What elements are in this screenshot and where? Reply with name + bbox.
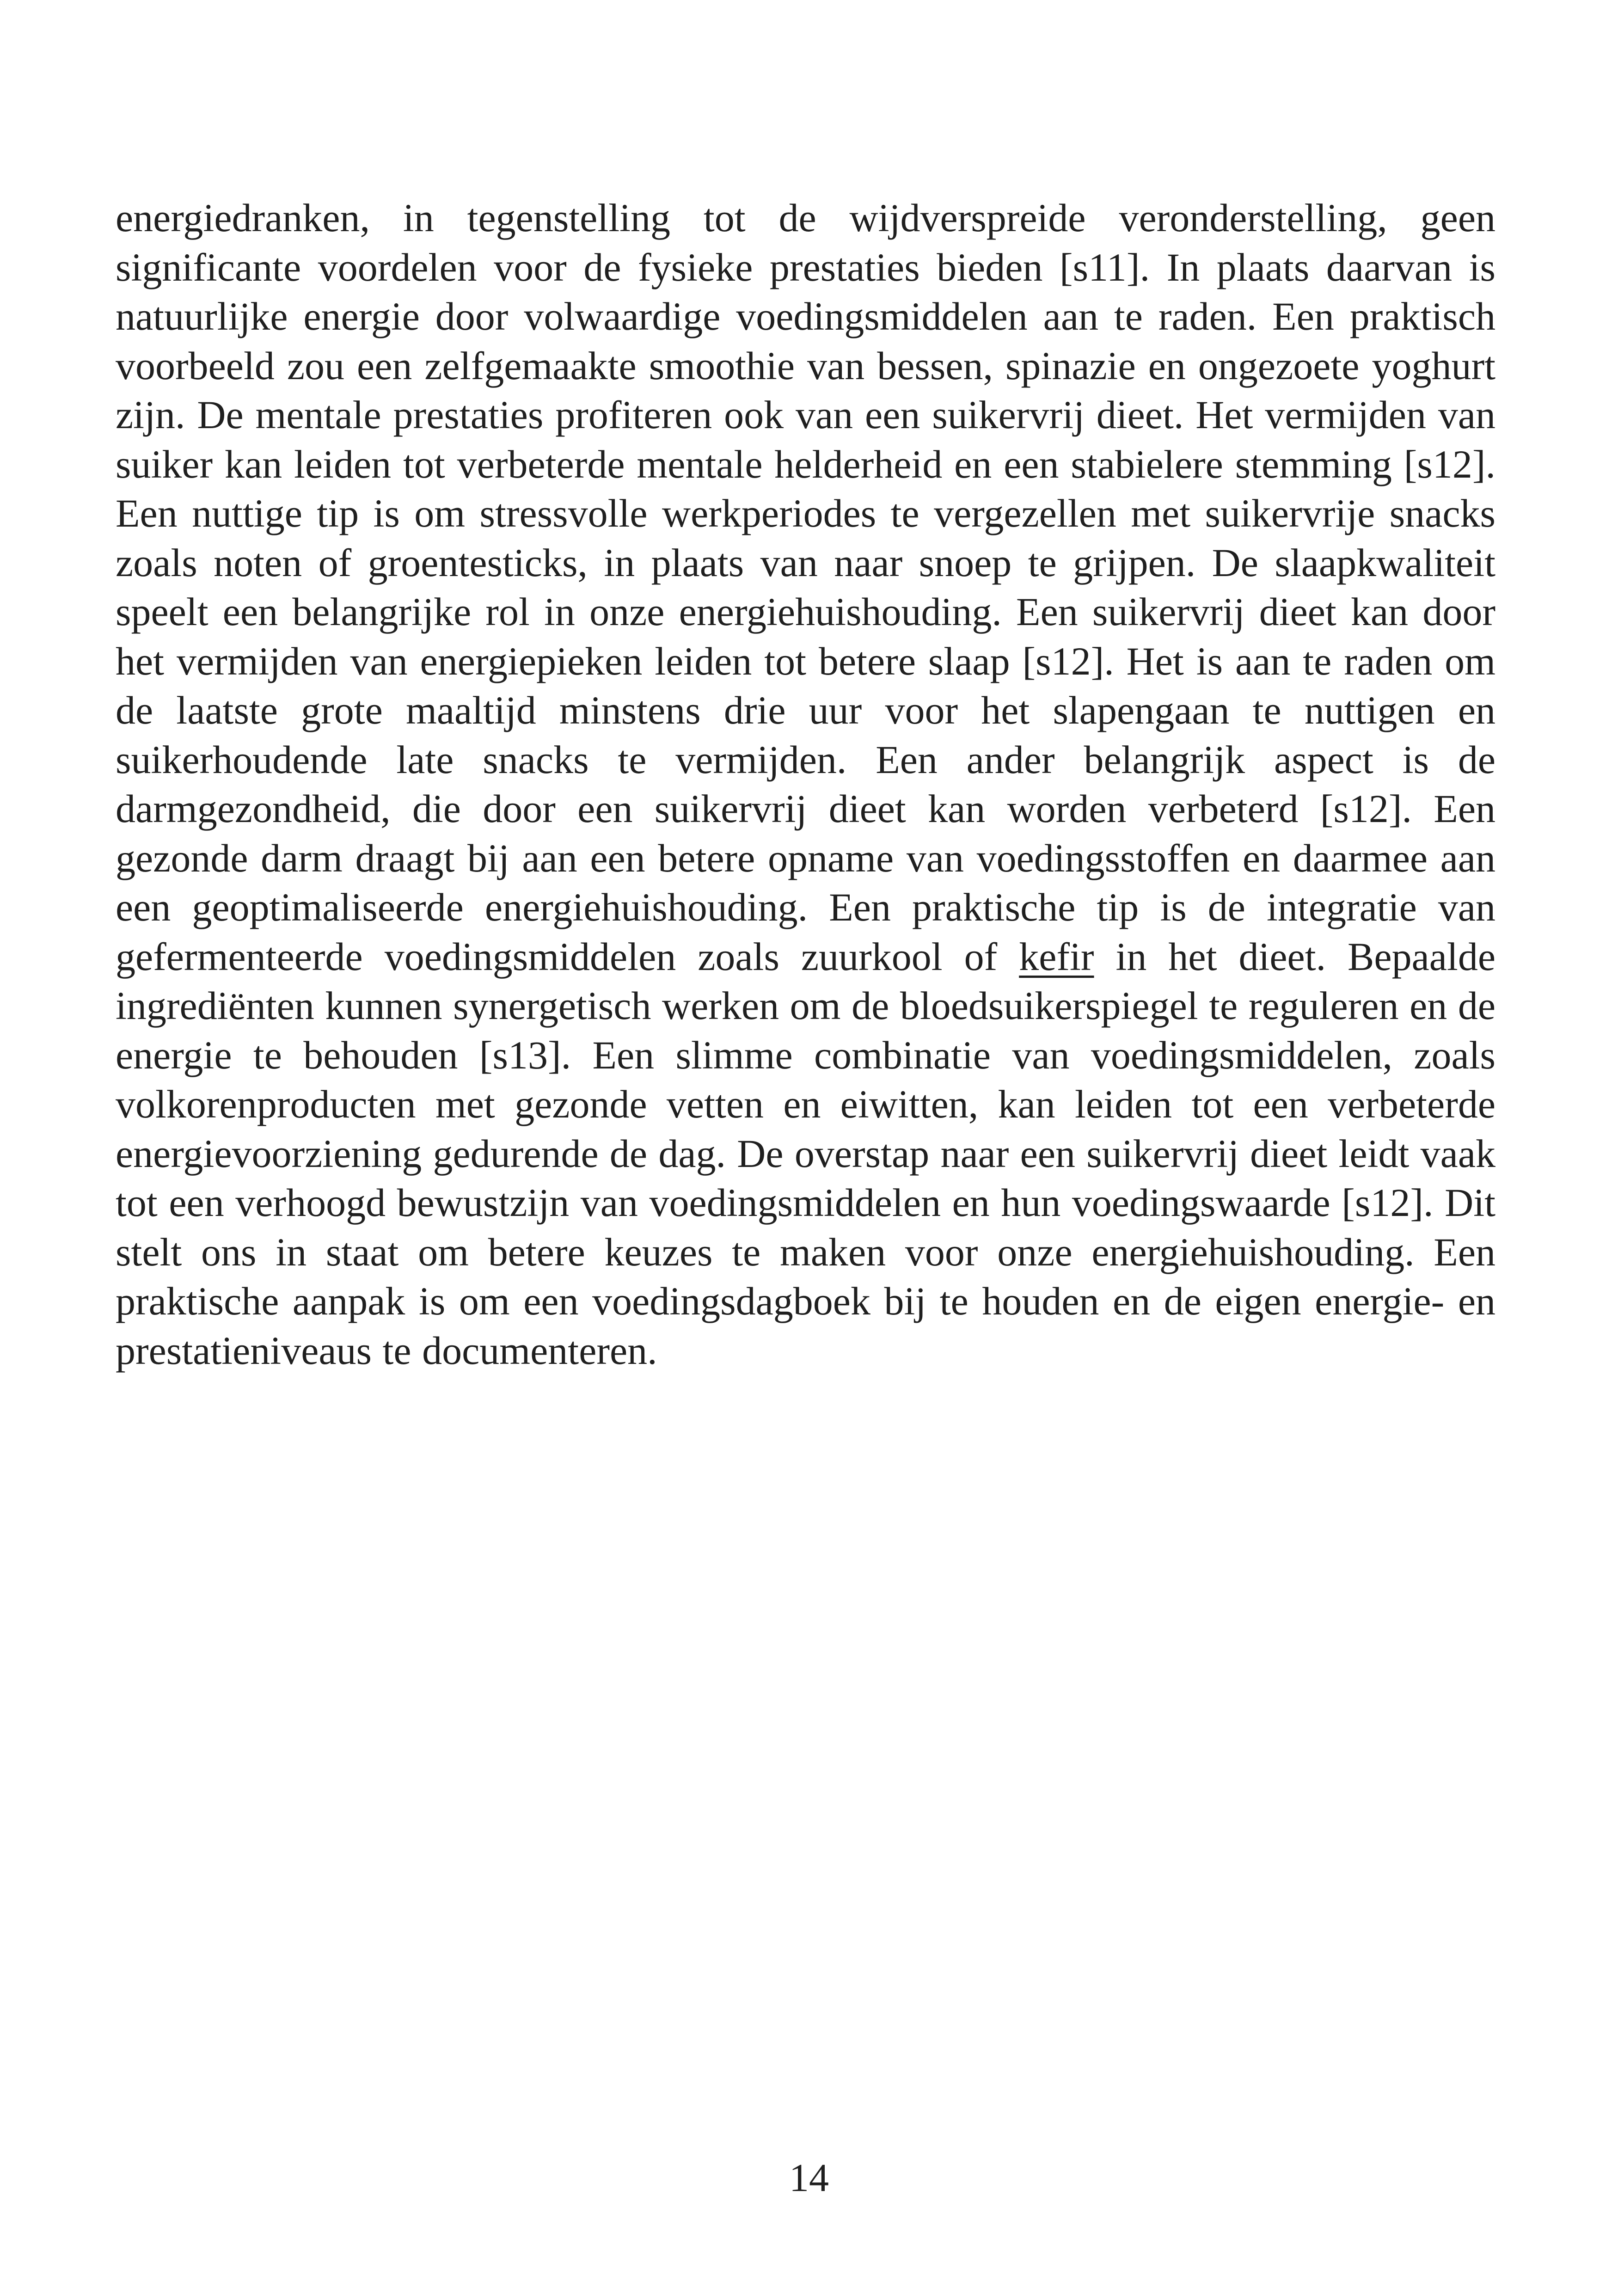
body-paragraph bbox=[116, 193, 1495, 1375]
page-number: 14 bbox=[789, 2155, 829, 2200]
kefir-link[interactable]: kefir bbox=[1019, 934, 1094, 979]
paragraph-text-after-link: in het dieet. Bepaalde ingrediënten kunnen synergetisch werken om de bloedsuikerspiegel te reguleren en de energie te behouden [s13]. Een slimme combinatie van voedingsmiddelen, zoals volkorenproducten met gezonde vetten en eiwitten, kan leiden tot een verbeterde energievoorziening gedurende de dag. De overstap naar een suikervrij dieet leidt vaak tot een verhoogd bewustzijn van voedingsmiddelen en hun voedingswaarde [s12]. Dit stelt ons in staat om betere keuzes te maken voor onze energiehuishouding. Een praktische aanpak is om een voedingsdagboek bij te houden en de eigen energie- en prestatieniveaus te documenteren. bbox=[116, 934, 1495, 1373]
paragraph-text-before-link: energiedranken, in tegenstelling tot de wijdverspreide veronderstelling, geen significante voordelen voor de fysieke prestaties bieden [s11]. In plaats daarvan is natuurlijke energie door volwaardige voedingsmiddelen aan te raden. Een praktisch voorbeeld zou een zelfgemaakte smoothie van bessen, spinazie en ongezoete yoghurt zijn. De mentale prestaties profiteren ook van een suikervrij dieet. Het vermijden van suiker kan leiden tot verbeterde mentale helderheid en een stabielere stemming [s12]. Een nuttige tip is om stressvolle werkperiodes te vergezellen met suikervrije snacks zoals noten of groentesticks, in plaats van naar snoep te grijpen. De slaapkwaliteit speelt een belangrijke rol in onze energiehuishouding. Een suikervrij dieet kan door het vermijden van energiepieken leiden tot betere slaap [s12]. Het is aan te raden om de laatste grote maaltijd minstens drie uur voor het slapengaan te nuttigen en suikerhoudende late snacks te vermijden. Een ander belangrijk aspect is de darmgezondheid, die door een suikervrij dieet kan worden verbeterd [s12]. Een gezonde darm draagt bij aan een betere opname van voedingsstoffen en daarmee aan een geoptimaliseerde energiehuishouding. Een praktische tip is de integratie van gefermenteerde voedingsmiddelen zoals zuurkool of bbox=[116, 196, 1495, 979]
